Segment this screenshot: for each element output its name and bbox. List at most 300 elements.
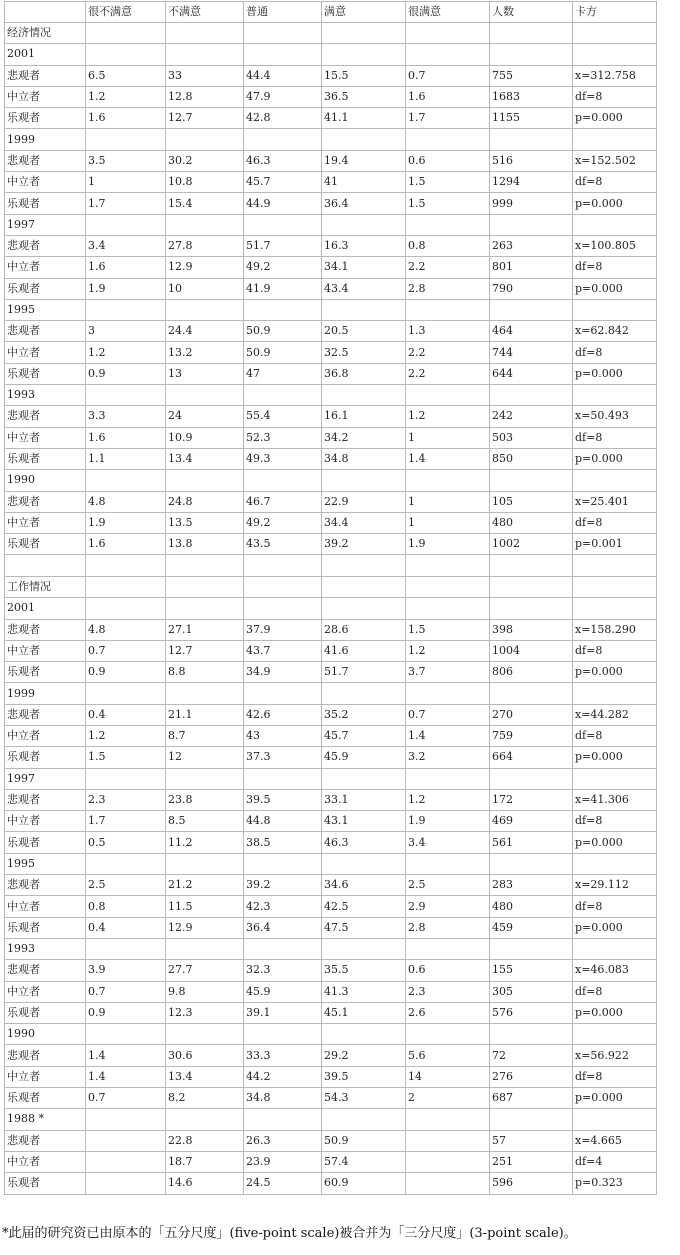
data-cell: x=46.083 <box>573 960 657 981</box>
empty-cell <box>490 470 573 491</box>
data-cell: 1.6 <box>86 257 166 278</box>
empty-cell <box>573 853 657 874</box>
row-label: 悲观者 <box>5 875 86 896</box>
row-label: 中立者 <box>5 172 86 193</box>
empty-cell <box>244 214 322 235</box>
data-cell: 0.9 <box>86 363 166 384</box>
data-cell: 34.1 <box>322 257 406 278</box>
table-row <box>5 150 657 171</box>
row-label: 乐观者 <box>5 448 86 469</box>
table-row <box>5 726 657 747</box>
header-cell: 卡方 <box>573 2 657 23</box>
table-row <box>5 981 657 1002</box>
header-cell: 满意 <box>322 2 406 23</box>
data-cell: 11.2 <box>166 832 244 853</box>
table-row <box>5 342 657 363</box>
empty-cell <box>244 129 322 150</box>
data-cell: 39.1 <box>244 1002 322 1023</box>
data-cell: 51.7 <box>244 235 322 256</box>
data-cell: 4.8 <box>86 491 166 512</box>
row-label: 悲观者 <box>5 321 86 342</box>
empty-cell <box>166 1024 244 1045</box>
year-row-label: 1997 <box>5 768 86 789</box>
table-row <box>5 321 657 342</box>
empty-cell <box>166 555 244 577</box>
data-cell: 8.5 <box>166 811 244 832</box>
row-label: 中立者 <box>5 86 86 107</box>
data-cell <box>86 1151 166 1172</box>
empty-cell <box>244 44 322 65</box>
empty-cell <box>406 555 490 577</box>
row-label: 乐观者 <box>5 747 86 768</box>
empty-cell <box>86 683 166 704</box>
data-cell: p=0.000 <box>573 363 657 384</box>
empty-cell <box>166 385 244 406</box>
empty-cell <box>322 555 406 577</box>
data-cell: 46.3 <box>244 150 322 171</box>
data-cell: x=50.493 <box>573 406 657 427</box>
data-cell: 6.5 <box>86 65 166 86</box>
empty-cell <box>322 23 406 44</box>
header-cell: 人数 <box>490 2 573 23</box>
empty-cell <box>166 44 244 65</box>
data-cell: 49.3 <box>244 448 322 469</box>
empty-cell <box>406 23 490 44</box>
header-cell: 普通 <box>244 2 322 23</box>
header-cell <box>5 2 86 23</box>
empty-cell <box>406 214 490 235</box>
empty-cell <box>490 598 573 619</box>
row-label: 乐观者 <box>5 832 86 853</box>
data-cell: 42.3 <box>244 896 322 917</box>
data-cell: x=312.758 <box>573 65 657 86</box>
year-row <box>5 598 657 619</box>
data-cell: 2.2 <box>406 342 490 363</box>
data-cell: 8.8 <box>166 662 244 683</box>
empty-cell <box>490 214 573 235</box>
year-row <box>5 1109 657 1130</box>
data-cell: 13.5 <box>166 512 244 533</box>
data-cell: p=0.000 <box>573 278 657 299</box>
data-cell: 45.9 <box>244 981 322 1002</box>
data-cell: 1.2 <box>86 86 166 107</box>
empty-cell <box>166 598 244 619</box>
data-cell: 21.1 <box>166 704 244 725</box>
data-cell: 1.6 <box>86 534 166 555</box>
empty-cell <box>406 299 490 320</box>
table-row <box>5 1045 657 1066</box>
empty-cell <box>573 470 657 491</box>
year-row <box>5 214 657 235</box>
row-label: 乐观者 <box>5 193 86 214</box>
year-row-label: 1995 <box>5 853 86 874</box>
data-cell: 35.5 <box>322 960 406 981</box>
data-cell: 24.4 <box>166 321 244 342</box>
table-row <box>5 896 657 917</box>
data-cell: 36.8 <box>322 363 406 384</box>
empty-cell <box>166 938 244 959</box>
data-cell: 464 <box>490 321 573 342</box>
empty-cell <box>86 129 166 150</box>
data-cell: 39.2 <box>322 534 406 555</box>
data-cell: 0.8 <box>406 235 490 256</box>
empty-cell <box>490 555 573 577</box>
data-cell: 44.2 <box>244 1066 322 1087</box>
data-cell: 50.9 <box>244 342 322 363</box>
data-cell: x=44.282 <box>573 704 657 725</box>
data-cell: 43 <box>244 726 322 747</box>
empty-cell <box>406 385 490 406</box>
section-title-row-label: 工作情况 <box>5 576 86 597</box>
empty-cell <box>166 768 244 789</box>
row-label: 悲观者 <box>5 235 86 256</box>
empty-cell <box>244 576 322 597</box>
empty-cell <box>86 768 166 789</box>
data-cell: 16.1 <box>322 406 406 427</box>
data-cell: x=62.842 <box>573 321 657 342</box>
table-row <box>5 1130 657 1151</box>
row-label: 中立者 <box>5 512 86 533</box>
data-cell: x=152.502 <box>573 150 657 171</box>
data-cell: 12.3 <box>166 1002 244 1023</box>
data-cell: 3.9 <box>86 960 166 981</box>
data-cell: 1.9 <box>406 811 490 832</box>
data-cell: 32.3 <box>244 960 322 981</box>
data-cell: 15.4 <box>166 193 244 214</box>
data-cell: 46.3 <box>322 832 406 853</box>
data-cell: 251 <box>490 1151 573 1172</box>
data-cell: 0.9 <box>86 662 166 683</box>
data-cell: 469 <box>490 811 573 832</box>
data-cell: 43.7 <box>244 640 322 661</box>
row-label: 中立者 <box>5 342 86 363</box>
data-cell: p=0.000 <box>573 448 657 469</box>
table-row <box>5 193 657 214</box>
data-cell: 44.4 <box>244 65 322 86</box>
data-cell: 36.5 <box>322 86 406 107</box>
row-label: 乐观者 <box>5 534 86 555</box>
data-cell: 32.5 <box>322 342 406 363</box>
data-cell <box>406 1151 490 1172</box>
empty-cell <box>166 129 244 150</box>
empty-cell <box>86 555 166 577</box>
empty-cell <box>406 576 490 597</box>
year-row-label: 1988 * <box>5 1109 86 1130</box>
data-cell: 806 <box>490 662 573 683</box>
data-cell: 1.4 <box>406 448 490 469</box>
data-cell: 10.8 <box>166 172 244 193</box>
row-label: 悲观者 <box>5 619 86 640</box>
data-cell <box>406 1173 490 1194</box>
empty-cell <box>166 214 244 235</box>
empty-cell <box>166 1109 244 1130</box>
data-cell: 45.7 <box>244 172 322 193</box>
empty-cell <box>573 44 657 65</box>
data-cell: 30.2 <box>166 150 244 171</box>
data-cell: 23.8 <box>166 789 244 810</box>
empty-cell <box>573 129 657 150</box>
data-cell: 45.9 <box>322 747 406 768</box>
empty-cell <box>244 470 322 491</box>
table-row <box>5 427 657 448</box>
data-cell: p=0.000 <box>573 662 657 683</box>
results-table-container <box>4 1 657 1195</box>
data-cell: 22.9 <box>322 491 406 512</box>
data-cell: df=8 <box>573 86 657 107</box>
data-cell: 35.2 <box>322 704 406 725</box>
data-cell: 23.9 <box>244 1151 322 1172</box>
row-label: 乐观者 <box>5 278 86 299</box>
data-cell: 2.2 <box>406 363 490 384</box>
data-cell: 37.9 <box>244 619 322 640</box>
data-cell: 0.6 <box>406 960 490 981</box>
empty-cell <box>490 129 573 150</box>
table-row <box>5 1066 657 1087</box>
data-cell: 0.8 <box>86 896 166 917</box>
data-cell: 1.7 <box>86 811 166 832</box>
data-cell: 1294 <box>490 172 573 193</box>
data-cell: 12.7 <box>166 640 244 661</box>
data-cell: 1 <box>406 491 490 512</box>
table-row <box>5 747 657 768</box>
table-row <box>5 448 657 469</box>
row-label: 乐观者 <box>5 1173 86 1194</box>
data-cell: 2.8 <box>406 278 490 299</box>
empty-cell <box>490 299 573 320</box>
data-cell: 42.5 <box>322 896 406 917</box>
table-row <box>5 1088 657 1109</box>
table-row <box>5 108 657 129</box>
empty-cell <box>244 683 322 704</box>
year-row <box>5 1024 657 1045</box>
data-cell: 13.4 <box>166 1066 244 1087</box>
empty-cell <box>322 385 406 406</box>
data-cell: 36.4 <box>322 193 406 214</box>
data-cell: 790 <box>490 278 573 299</box>
data-cell: 1.9 <box>86 512 166 533</box>
empty-cell <box>86 385 166 406</box>
empty-cell <box>573 299 657 320</box>
header-cell: 很满意 <box>406 2 490 23</box>
data-cell: 16.3 <box>322 235 406 256</box>
empty-cell <box>573 23 657 44</box>
data-cell: 3.4 <box>406 832 490 853</box>
data-cell: 1.3 <box>406 321 490 342</box>
empty-cell <box>244 938 322 959</box>
data-cell: 57.4 <box>322 1151 406 1172</box>
year-row <box>5 768 657 789</box>
data-cell: 45.7 <box>322 726 406 747</box>
data-cell: 28.6 <box>322 619 406 640</box>
data-cell: x=4.665 <box>573 1130 657 1151</box>
empty-cell <box>322 576 406 597</box>
data-cell: 13 <box>166 363 244 384</box>
empty-cell <box>322 768 406 789</box>
data-cell: df=8 <box>573 427 657 448</box>
empty-cell <box>490 385 573 406</box>
table-row <box>5 86 657 107</box>
data-cell: 9.8 <box>166 981 244 1002</box>
empty-cell <box>573 576 657 597</box>
header-row <box>5 2 657 23</box>
row-label: 悲观者 <box>5 1130 86 1151</box>
row-label: 悲观者 <box>5 1045 86 1066</box>
empty-cell <box>490 23 573 44</box>
data-cell: 755 <box>490 65 573 86</box>
data-cell: p=0.000 <box>573 1088 657 1109</box>
data-cell: 26.3 <box>244 1130 322 1151</box>
data-cell: 2.5 <box>86 875 166 896</box>
data-cell: 50.9 <box>244 321 322 342</box>
empty-cell <box>490 44 573 65</box>
empty-cell <box>244 853 322 874</box>
data-cell: 3.3 <box>86 406 166 427</box>
spacer-row <box>5 555 657 577</box>
data-cell: 39.5 <box>244 789 322 810</box>
data-cell: 50.9 <box>322 1130 406 1151</box>
year-row <box>5 938 657 959</box>
data-cell: 0.7 <box>86 981 166 1002</box>
section-title-row <box>5 23 657 44</box>
data-cell: 305 <box>490 981 573 1002</box>
data-cell: 14 <box>406 1066 490 1087</box>
row-label: 悲观者 <box>5 960 86 981</box>
table-row <box>5 960 657 981</box>
empty-cell <box>86 470 166 491</box>
data-cell: df=8 <box>573 726 657 747</box>
data-cell: 60.9 <box>322 1173 406 1194</box>
data-cell: 19.4 <box>322 150 406 171</box>
year-row-label: 1999 <box>5 683 86 704</box>
data-cell: p=0.000 <box>573 917 657 938</box>
table-row <box>5 512 657 533</box>
empty-cell <box>406 853 490 874</box>
data-cell: 2.6 <box>406 1002 490 1023</box>
data-cell: 1.1 <box>86 448 166 469</box>
year-row <box>5 470 657 491</box>
empty-cell <box>573 1109 657 1130</box>
row-label: 中立者 <box>5 896 86 917</box>
empty-cell <box>166 576 244 597</box>
data-cell: 5.6 <box>406 1045 490 1066</box>
data-cell: 999 <box>490 193 573 214</box>
row-label: 中立者 <box>5 257 86 278</box>
data-cell: 47.5 <box>322 917 406 938</box>
data-cell: 1.2 <box>406 789 490 810</box>
data-cell: x=41.306 <box>573 789 657 810</box>
empty-cell <box>166 683 244 704</box>
empty-cell <box>406 470 490 491</box>
data-cell: 51.7 <box>322 662 406 683</box>
data-cell: 44.8 <box>244 811 322 832</box>
empty-cell <box>322 938 406 959</box>
empty-cell <box>86 598 166 619</box>
data-cell: 644 <box>490 363 573 384</box>
year-row-label: 1993 <box>5 938 86 959</box>
data-cell: 1.2 <box>406 640 490 661</box>
year-row <box>5 385 657 406</box>
empty-cell <box>322 853 406 874</box>
data-cell: 155 <box>490 960 573 981</box>
data-cell: 1.6 <box>86 108 166 129</box>
footnote: *此届的研究资已由原本的「五分尺度」(five-point scale)被合并为「三分尺度」(3-point scale)。 <box>2 1226 577 1241</box>
data-cell: x=25.401 <box>573 491 657 512</box>
data-cell: 516 <box>490 150 573 171</box>
row-label: 乐观者 <box>5 1088 86 1109</box>
data-cell: 43.5 <box>244 534 322 555</box>
data-cell: 49.2 <box>244 512 322 533</box>
data-cell: 13.2 <box>166 342 244 363</box>
table-row <box>5 257 657 278</box>
data-cell: 11.5 <box>166 896 244 917</box>
data-cell: 850 <box>490 448 573 469</box>
data-cell <box>86 1130 166 1151</box>
data-cell: 172 <box>490 789 573 810</box>
data-cell: 21.2 <box>166 875 244 896</box>
data-cell: 34.9 <box>244 662 322 683</box>
empty-cell <box>490 683 573 704</box>
row-label: 乐观者 <box>5 917 86 938</box>
data-cell: p=0.323 <box>573 1173 657 1194</box>
empty-cell <box>86 214 166 235</box>
table-row <box>5 917 657 938</box>
data-cell: 1683 <box>490 86 573 107</box>
data-cell: 1 <box>86 172 166 193</box>
data-cell: 41 <box>322 172 406 193</box>
row-label: 悲观者 <box>5 789 86 810</box>
data-cell: 57 <box>490 1130 573 1151</box>
empty-cell <box>573 555 657 577</box>
data-cell: 0.5 <box>86 832 166 853</box>
empty-cell <box>166 470 244 491</box>
data-cell: 4.8 <box>86 619 166 640</box>
data-cell: 3.4 <box>86 235 166 256</box>
empty-cell <box>573 385 657 406</box>
data-cell: 1004 <box>490 640 573 661</box>
empty-cell <box>490 1024 573 1045</box>
data-cell: 1.2 <box>86 342 166 363</box>
row-label: 悲观者 <box>5 65 86 86</box>
data-cell: 33 <box>166 65 244 86</box>
data-cell: 54.3 <box>322 1088 406 1109</box>
table-row <box>5 363 657 384</box>
data-cell: 39.5 <box>322 1066 406 1087</box>
satisfaction-table <box>4 1 657 1195</box>
row-label: 悲观者 <box>5 150 86 171</box>
data-cell: p=0.000 <box>573 832 657 853</box>
data-cell: 2.8 <box>406 917 490 938</box>
data-cell: 2.3 <box>86 789 166 810</box>
row-label: 中立者 <box>5 811 86 832</box>
data-cell: 34.2 <box>322 427 406 448</box>
empty-cell <box>322 1109 406 1130</box>
data-cell: df=8 <box>573 896 657 917</box>
data-cell: 47.9 <box>244 86 322 107</box>
empty-cell <box>322 598 406 619</box>
data-cell: 0.7 <box>86 640 166 661</box>
empty-cell <box>490 768 573 789</box>
row-label: 中立者 <box>5 1151 86 1172</box>
data-cell: 3.5 <box>86 150 166 171</box>
empty-cell <box>244 555 322 577</box>
data-cell: 105 <box>490 491 573 512</box>
data-cell: 561 <box>490 832 573 853</box>
data-cell: 49.2 <box>244 257 322 278</box>
table-row <box>5 65 657 86</box>
data-cell: 0.4 <box>86 704 166 725</box>
data-cell: 47 <box>244 363 322 384</box>
row-label: 乐观者 <box>5 1002 86 1023</box>
